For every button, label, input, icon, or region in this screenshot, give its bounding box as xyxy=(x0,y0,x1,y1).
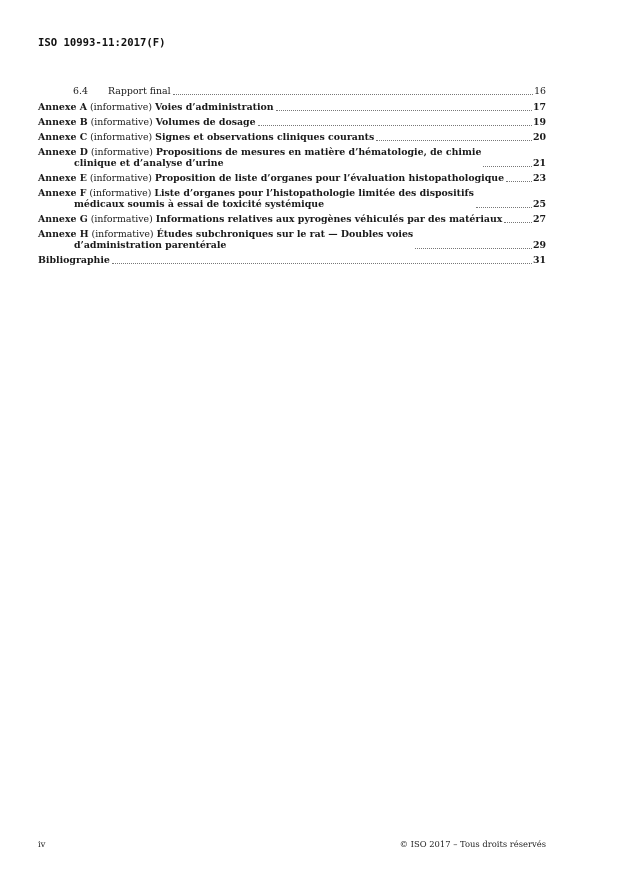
toc-entry-annex-e[interactable] xyxy=(38,173,546,184)
annex-label: Annexe H xyxy=(38,229,89,240)
annex-title-continuation: clinique et d’analyse d’urine xyxy=(74,158,224,169)
annex-title: Informations relatives aux pyrogènes véhiculés par des matériaux xyxy=(155,214,503,225)
annex-type: (informative) xyxy=(89,102,152,113)
toc-page-number: 29 xyxy=(532,240,546,251)
document-identifier: ISO 10993-11:2017(F) xyxy=(38,37,166,49)
annex-title: Voies d’administration xyxy=(154,102,274,113)
toc-entry-text xyxy=(38,173,504,184)
toc-dot-leader xyxy=(476,207,532,208)
annex-title: Liste d’organes pour l’histopathologie limitée des dispositifs xyxy=(154,188,474,199)
annex-label: Annexe E xyxy=(38,173,87,184)
annex-title: Proposition de liste d’organes pour l’évaluation histopathologique xyxy=(154,173,505,184)
toc-entry-text xyxy=(38,255,110,266)
toc-entry-annex-d[interactable] xyxy=(38,147,546,169)
toc-page-number: 25 xyxy=(532,199,546,210)
footer-copyright: © ISO 2017 – Tous droits réservés xyxy=(399,839,546,849)
annex-type: (informative) xyxy=(89,188,152,199)
annex-label: Annexe F xyxy=(38,188,87,199)
toc-entry-title: Rapport final xyxy=(108,86,171,97)
footer-page-number: iv xyxy=(38,839,46,849)
toc-dot-leader xyxy=(483,166,532,167)
toc-dot-leader xyxy=(506,181,532,182)
annex-title: Études subchroniques sur le rat — Doubles voies xyxy=(156,229,414,240)
toc-dot-leader xyxy=(173,94,533,95)
toc-dot-leader xyxy=(415,248,532,249)
page-footer xyxy=(38,839,546,849)
toc-page-number: 21 xyxy=(532,158,546,169)
toc-page-number: 17 xyxy=(532,102,546,113)
annex-type: (informative) xyxy=(90,214,153,225)
toc-entry-text xyxy=(38,214,502,225)
toc-page-number: 23 xyxy=(532,173,546,184)
toc-dot-leader xyxy=(258,125,532,126)
toc-entry-text xyxy=(38,117,256,128)
toc-entry-annex-f[interactable] xyxy=(38,188,546,210)
toc-page-number: 20 xyxy=(532,132,546,143)
annex-label: Annexe D xyxy=(38,147,88,158)
toc-entry-annex-g[interactable] xyxy=(38,214,546,225)
toc-entry-text xyxy=(38,132,374,143)
annex-label: Annexe G xyxy=(38,214,88,225)
toc-entry-text xyxy=(38,147,481,169)
annex-label: Annexe C xyxy=(38,132,88,143)
annex-type: (informative) xyxy=(90,147,153,158)
annex-label: Annexe A xyxy=(38,102,87,113)
annex-type: (informative) xyxy=(90,132,153,143)
annex-title: Propositions de mesures en matière d’hématologie, de chimie xyxy=(155,147,482,158)
toc-dot-leader xyxy=(376,140,532,141)
toc-entry-annex-c[interactable] xyxy=(38,132,546,143)
toc-entry-annex-b[interactable] xyxy=(38,117,546,128)
annex-type: (informative) xyxy=(90,117,153,128)
toc-entry-text xyxy=(38,102,274,113)
annex-title-continuation: d’administration parentérale xyxy=(74,240,227,251)
annex-type: (informative) xyxy=(89,173,152,184)
bibliography-title: Bibliographie xyxy=(38,255,110,266)
toc-dot-leader xyxy=(276,110,532,111)
toc-page-number: 31 xyxy=(532,255,546,266)
toc-entry-number: 6.4 xyxy=(73,86,88,97)
table-of-contents xyxy=(38,86,546,270)
annex-label: Annexe B xyxy=(38,117,88,128)
toc-entry-text xyxy=(73,86,171,97)
toc-dot-leader xyxy=(504,222,532,223)
toc-entry-6-4[interactable] xyxy=(38,86,546,97)
toc-page-number: 27 xyxy=(532,214,546,225)
annex-type: (informative) xyxy=(91,229,154,240)
toc-entry-annex-h[interactable] xyxy=(38,229,546,251)
toc-entry-text xyxy=(38,229,413,251)
toc-entry-annex-a[interactable] xyxy=(38,102,546,113)
toc-dot-leader xyxy=(112,263,532,264)
toc-page-number: 16 xyxy=(534,86,546,97)
toc-page-number: 19 xyxy=(532,117,546,128)
annex-title: Volumes de dosage xyxy=(155,117,256,128)
toc-entry-text xyxy=(38,188,474,210)
annex-title-continuation: médicaux soumis à essai de toxicité systémique xyxy=(74,199,325,210)
annex-title: Signes et observations cliniques courants xyxy=(155,132,375,143)
toc-entry-bibliography[interactable] xyxy=(38,255,546,266)
